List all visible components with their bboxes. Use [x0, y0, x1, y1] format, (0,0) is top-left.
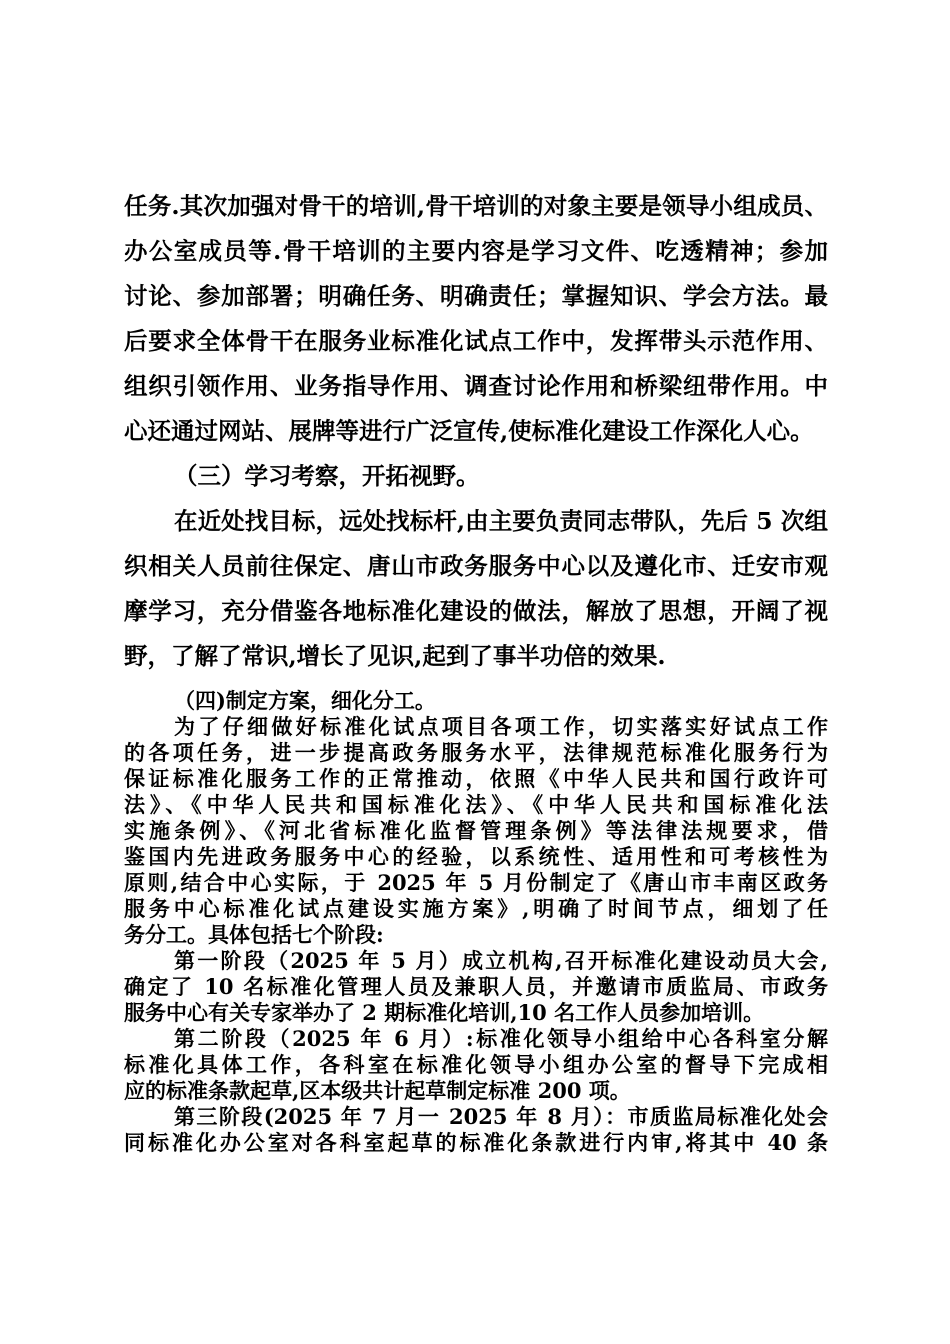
- paragraph-line: 应的标准条款起草,区本级共计起草制定标准 200 项。: [124, 1078, 631, 1103]
- paragraph-line: 保证标准化服务工作的正常推动，依照《中华人民共和国行政许可: [124, 766, 828, 791]
- paragraph-line: 法》、《中华人民共和国标准化法》、《中华人民共和国标准化法: [124, 792, 828, 817]
- paragraph-line: 鉴国内先进政务服务中心的经验，以系统性、适用性和可考核性为: [124, 844, 828, 869]
- paragraph-line: 的各项任务，进一步提高政务服务水平，法律规范标准化服务行为: [124, 740, 828, 765]
- paragraph-line: 第一阶段（2025 年 5 月）成立机构,召开标准化建设动员大会,: [174, 948, 828, 973]
- paragraph-line: 服务中心有关专家举办了 2 期标准化培训,10 名工作人员参加培训。: [124, 1000, 765, 1025]
- paragraph-line: 服务中心标准化试点建设实施方案》,明确了时间节点，细划了任: [124, 896, 828, 921]
- paragraph-line: 原则,结合中心实际，于 2025 年 5 月份制定了《唐山市丰南区政务: [124, 870, 828, 895]
- paragraph-line: 实施条例》、《河北省标准化监督管理条例》等法律法规要求，借: [124, 818, 828, 843]
- paragraph-line: 办公室成员等.骨干培训的主要内容是学习文件、吃透精神；参加: [124, 237, 828, 265]
- paragraph-line: 第二阶段（2025 年 6 月）:标准化领导小组给中心各科室分解: [174, 1026, 828, 1051]
- paragraph-line: 心还通过网站、展牌等进行广泛宣传,使标准化建设工作深化人心。: [124, 417, 814, 445]
- paragraph-line: 务分工。具体包括七个阶段:: [124, 922, 384, 947]
- section-heading: （四)制定方案，细化分工。: [174, 688, 436, 713]
- paragraph-line: 同标准化办公室对各科室起草的标准化条款进行内审,将其中 40 条: [124, 1130, 828, 1155]
- paragraph-line: 第三阶段(2025 年 7 月一 2025 年 8 月）：市质监局标准化处会: [174, 1104, 828, 1129]
- paragraph-line: 组织引领作用、业务指导作用、调查讨论作用和桥梁纽带作用。中: [124, 372, 828, 400]
- paragraph-line: 后要求全体骨干在服务业标准化试点工作中，发挥带头示范作用、: [124, 327, 828, 355]
- paragraph-line: 讨论、参加部署；明确任务、明确责任；掌握知识、学会方法。最: [124, 282, 828, 310]
- paragraph-line: 为了仔细做好标准化试点项目各项工作，切实落实好试点工作: [174, 714, 828, 739]
- paragraph-line: 摩学习，充分借鉴各地标准化建设的做法，解放了思想，开阔了视: [124, 597, 828, 625]
- paragraph-line: 野，了解了常识,增长了见识,起到了事半功倍的效果.: [124, 642, 666, 670]
- paragraph-line: 任务.其次加强对骨干的培训,骨干培训的对象主要是领导小组成员、: [124, 192, 828, 220]
- section-heading: （三）学习考察，开拓视野。: [174, 462, 480, 490]
- paragraph-line: 标准化具体工作，各科室在标准化领导小组办公室的督导下完成相: [124, 1052, 828, 1077]
- paragraph-line: 确定了 10 名标准化管理人员及兼职人员，并邀请市质监局、市政务: [124, 974, 828, 999]
- paragraph-line: 织相关人员前往保定、唐山市政务服务中心以及遵化市、迁安市观: [124, 552, 828, 580]
- paragraph-line: 在近处找目标，远处找标杆,由主要负责同志带队，先后 5 次组: [174, 507, 828, 535]
